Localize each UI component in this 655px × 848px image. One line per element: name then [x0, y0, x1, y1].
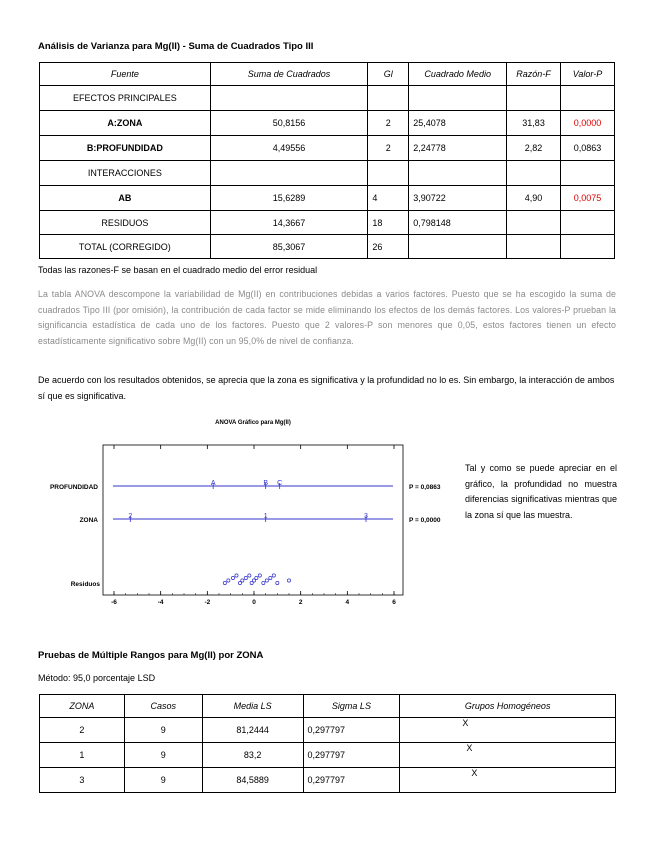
cell-fuente: AB — [40, 186, 211, 211]
p-value-label: P = 0,0863 — [409, 484, 441, 491]
cell-fuente: INTERACCIONES — [40, 161, 211, 186]
level-label: C — [277, 480, 283, 487]
cell-f — [507, 86, 561, 111]
table-row — [40, 235, 615, 259]
cell-fuente: EFECTOS PRINCIPALES — [40, 86, 211, 111]
cell-casos: 9 — [124, 768, 202, 793]
anova-chart — [0, 405, 460, 615]
cell-cm — [409, 161, 507, 186]
cell-p: 0,0075 — [561, 186, 615, 211]
cell-fuente: B:PROFUNDIDAD — [40, 136, 211, 161]
cell-fuente: TOTAL (CORREGIDO) — [40, 235, 211, 259]
cell-f: 4,90 — [507, 186, 561, 211]
cell-sc — [210, 161, 368, 186]
table-row — [40, 211, 615, 235]
x-tick-label: 0 — [252, 599, 256, 606]
residual-point — [269, 576, 272, 579]
cell-sc: 4,49556 — [210, 136, 368, 161]
cell-fuente: RESIDUOS — [40, 211, 211, 235]
header-cuadrado-medio: Cuadrado Medio — [409, 63, 507, 86]
cell-f — [507, 235, 561, 259]
cell-gl: 2 — [368, 136, 409, 161]
anova-title: Análisis de Varianza para Mg(II) - Suma de Cuadrados Tipo III — [38, 41, 314, 52]
row-label: Residuos — [70, 581, 100, 588]
residual-point — [265, 579, 268, 582]
residual-point — [258, 574, 261, 577]
cell-media: 81,2444 — [202, 718, 303, 743]
x-tick-label: 6 — [392, 599, 396, 606]
cell-f — [507, 161, 561, 186]
residual-point — [276, 581, 279, 584]
level-label: A — [210, 480, 216, 487]
cell-gl — [368, 161, 409, 186]
cell-gl: 26 — [368, 235, 409, 259]
cell-fuente: A:ZONA — [40, 111, 211, 136]
cell-p — [561, 161, 615, 186]
residual-point — [235, 574, 238, 577]
cell-p — [561, 211, 615, 235]
cell-cm: 2,24778 — [409, 136, 507, 161]
cell-cm: 3,90722 — [409, 186, 507, 211]
level-label: 1 — [263, 513, 268, 520]
cell-grupo: X — [400, 768, 616, 793]
cell-f: 2,82 — [507, 136, 561, 161]
level-label: B — [263, 480, 269, 487]
p-value-label: P = 0,0000 — [409, 517, 441, 524]
mr-header-row — [40, 695, 616, 718]
cell-gl: 4 — [368, 186, 409, 211]
anova-header-row — [40, 63, 615, 86]
cell-sc: 85,3067 — [210, 235, 368, 259]
cell-zona: 2 — [40, 718, 125, 743]
multiple-range-table — [39, 694, 616, 793]
residual-point — [231, 576, 234, 579]
residual-point — [244, 576, 247, 579]
anova-note: Todas las razones-F se basan en el cuadrado medio del error residual — [38, 265, 318, 275]
residual-point — [272, 574, 275, 577]
header-razon-f: Razón-F — [507, 63, 561, 86]
conclusion-paragraph: De acuerdo con los resultados obtenidos, se aprecia que la zona es significativa y la profundidad no lo es. Sin embargo, la interacción de ambos sí que es significativa. — [38, 375, 615, 401]
table-row — [40, 111, 615, 136]
cell-sc: 14,3667 — [210, 211, 368, 235]
chart-title: ANOVA Gráfico para Mg(II) — [215, 420, 291, 426]
residual-point — [255, 576, 258, 579]
cell-sc: 15,6289 — [210, 186, 368, 211]
cell-gl: 18 — [368, 211, 409, 235]
table-row — [40, 743, 616, 768]
cell-p — [561, 86, 615, 111]
table-row — [40, 186, 615, 211]
row-label: ZONA — [79, 517, 98, 524]
residual-point — [227, 579, 230, 582]
x-tick-label: -6 — [111, 599, 117, 606]
table-row — [40, 136, 615, 161]
row-label: PROFUNDIDAD — [49, 484, 98, 491]
level-label: 3 — [364, 513, 368, 520]
cell-p — [561, 235, 615, 259]
residual-point — [241, 579, 244, 582]
header-zona: ZONA — [40, 695, 125, 718]
table-row — [40, 768, 616, 793]
cell-gl — [368, 86, 409, 111]
cell-p: 0,0000 — [561, 111, 615, 136]
table-row — [40, 161, 615, 186]
anova-table — [39, 62, 615, 259]
x-tick-label: -4 — [157, 599, 164, 606]
level-label: 2 — [128, 513, 133, 520]
cell-zona: 3 — [40, 768, 125, 793]
header-casos: Casos — [124, 695, 202, 718]
table-row — [40, 718, 616, 743]
residual-point — [262, 581, 265, 584]
header-grupos: Grupos Homogéneos — [400, 695, 616, 718]
x-tick-label: -2 — [204, 599, 211, 606]
cell-media: 84,5889 — [202, 768, 303, 793]
header-valor-p: Valor-P — [561, 63, 615, 86]
cell-cm: 0,798148 — [409, 211, 507, 235]
cell-casos: 9 — [124, 718, 202, 743]
cell-zona: 1 — [40, 743, 125, 768]
method-label: Método: 95,0 porcentaje LSD — [38, 673, 156, 683]
cell-media: 83,2 — [202, 743, 303, 768]
cell-sigma: 0,297797 — [303, 743, 400, 768]
cell-grupo: X — [400, 718, 616, 743]
header-sigma-ls: Sigma LS — [303, 695, 400, 718]
x-tick-label: 4 — [345, 599, 350, 606]
cell-sigma: 0,297797 — [303, 768, 400, 793]
side-text: Tal y como se puede apreciar en el gráfico, la profundidad no muestra diferencias significativas mientras que la zona sí que las muestra. — [465, 463, 617, 520]
residual-point — [287, 579, 290, 582]
cell-sigma: 0,297797 — [303, 718, 400, 743]
residual-point — [248, 574, 251, 577]
cell-cm — [409, 235, 507, 259]
cell-casos: 9 — [124, 743, 202, 768]
x-tick-label: 2 — [298, 599, 303, 606]
header-media-ls: Media LS — [202, 695, 303, 718]
cell-gl: 2 — [368, 111, 409, 136]
cell-f — [507, 211, 561, 235]
anova-explanation: La tabla ANOVA descompone la variabilidad de Mg(II) en contribuciones debidas a varios factores. Puesto que se ha escogido la suma de cuadrados Tipo III (por omisión), la contribución de cada factor se mide eliminando los efectos de los demás factores. Los valores-P prueban la significancia estadística de cada uno de los factores. Puesto que 2 valores-P son menores que 0,05, estos factores tienen un efecto estadísticamente significativo sobre Mg(II) con un 95,0% de nivel de confianza. — [38, 289, 616, 346]
cell-sc — [210, 86, 368, 111]
cell-grupo: X — [400, 743, 616, 768]
header-fuente: Fuente — [40, 63, 211, 86]
plot-frame — [103, 445, 403, 595]
header-gl: Gl — [368, 63, 409, 86]
residual-point — [223, 581, 226, 584]
cell-cm — [409, 86, 507, 111]
cell-f: 31,83 — [507, 111, 561, 136]
cell-sc: 50,8156 — [210, 111, 368, 136]
cell-p: 0,0863 — [561, 136, 615, 161]
header-suma-cuadrados: Suma de Cuadrados — [210, 63, 368, 86]
multiple-range-title: Pruebas de Múltiple Rangos para Mg(II) por ZONA — [38, 650, 264, 661]
cell-cm: 25,4078 — [409, 111, 507, 136]
table-row — [40, 86, 615, 111]
